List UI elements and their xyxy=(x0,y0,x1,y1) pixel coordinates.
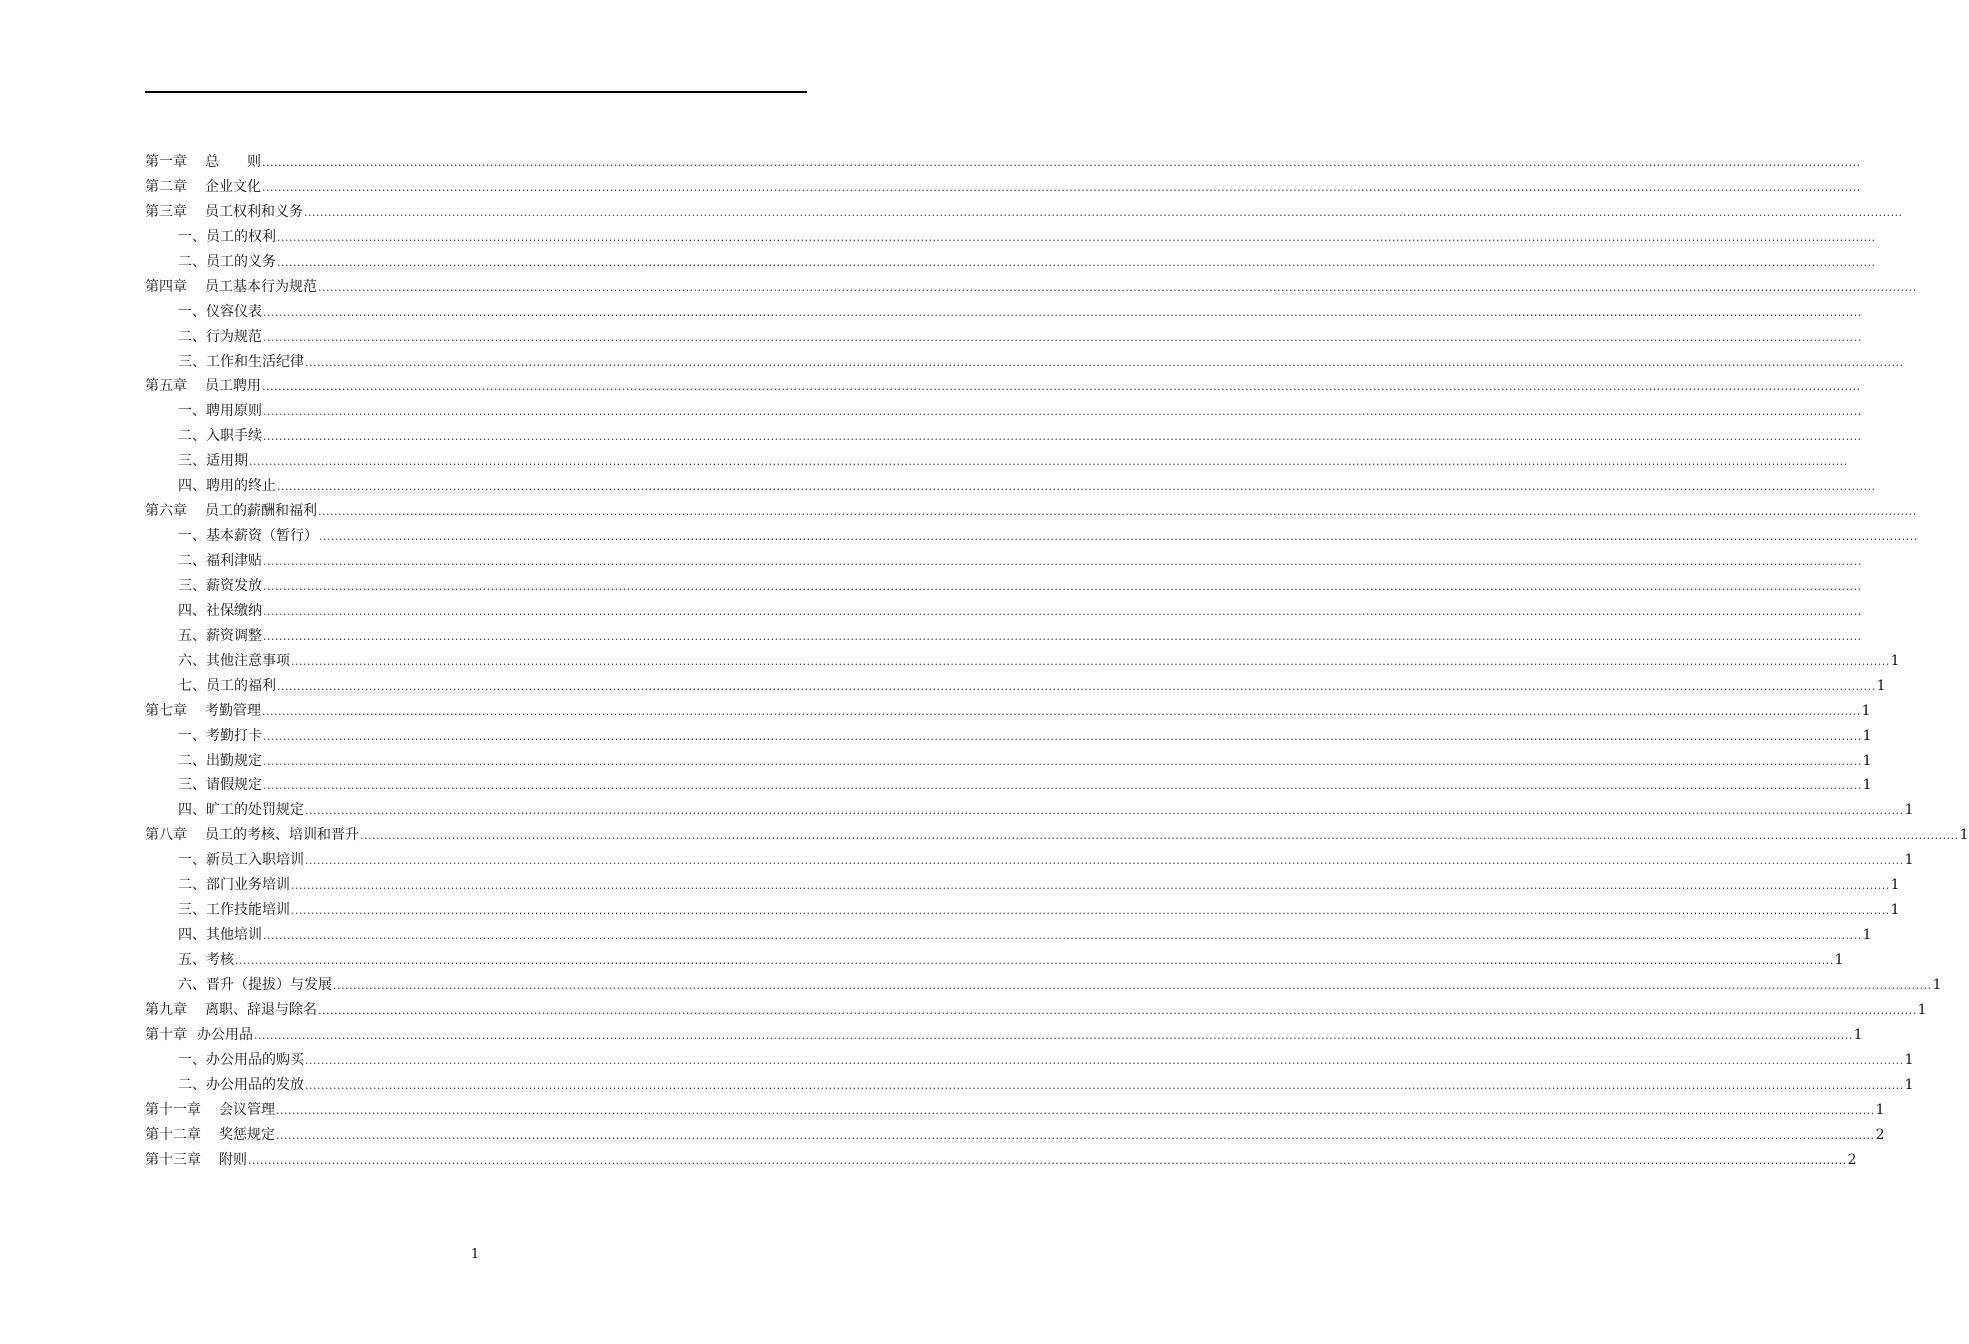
toc-entry-label xyxy=(178,724,262,749)
toc-entry-label xyxy=(178,923,262,948)
toc-dot-leader: ................................................................................................................................................................................................................................................................................................................................................................................................................ xyxy=(235,954,1834,967)
toc-entry-label xyxy=(178,250,276,275)
toc-title: 一、员工的权利 xyxy=(178,228,276,245)
toc-page-number: 1 xyxy=(1890,902,1900,919)
toc-entry[interactable] xyxy=(145,848,1914,873)
toc-dot-leader: ................................................................................................................................................................................................................................................................................................................................................................................................................ xyxy=(254,1028,1853,1042)
toc-title: 四、社保缴纳 xyxy=(178,602,262,619)
toc-entry-label xyxy=(178,873,290,898)
toc-page-number: 1 xyxy=(1904,1076,1914,1093)
toc-entry-label xyxy=(145,998,317,1023)
toc-page-number: 1 xyxy=(1875,1101,1885,1118)
toc-title: 附则 xyxy=(219,1151,247,1168)
toc-entry[interactable] xyxy=(145,773,1872,798)
toc-title: 四、旷工的处罚规定 xyxy=(178,802,304,819)
toc-dot-leader: ................................................................................................................................................................................................................................................................................................................................................................................................................ xyxy=(262,380,1861,394)
toc-entry[interactable] xyxy=(145,150,1861,175)
toc-title: 员工权利和义务 xyxy=(205,203,303,220)
toc-dot-leader: ................................................................................................................................................................................................................................................................................................................................................................................................................ xyxy=(360,829,1959,843)
toc-entry[interactable] xyxy=(145,374,1861,399)
toc-title: 总 则 xyxy=(205,154,261,170)
toc-entry-label xyxy=(178,399,262,424)
toc-entry[interactable] xyxy=(145,948,1844,973)
toc-entry-label xyxy=(178,574,262,599)
page-number: 1 xyxy=(470,1247,480,1262)
toc-entry[interactable] xyxy=(145,1073,1914,1098)
toc-page-number: 1 xyxy=(1862,927,1872,944)
toc-dot-leader: ................................................................................................................................................................................................................................................................................................................................................................................................................ xyxy=(277,230,1876,244)
toc-dot-leader: ................................................................................................................................................................................................................................................................................................................................................................................................................ xyxy=(318,505,1917,519)
toc-entry-label xyxy=(178,225,276,250)
toc-entry-label xyxy=(178,449,248,474)
toc-entry-label xyxy=(178,898,290,923)
toc-title: 六、其他注意事项 xyxy=(178,652,290,669)
toc-page-number: 1 xyxy=(1932,976,1942,993)
toc-entry[interactable] xyxy=(145,175,1861,200)
toc-entry[interactable] xyxy=(145,350,1904,375)
toc-dot-leader: ................................................................................................................................................................................................................................................................................................................................................................................................................ xyxy=(263,729,1862,743)
toc-title: 二、入职手续 xyxy=(178,428,262,445)
toc-entry-label xyxy=(145,200,303,225)
toc-entry[interactable] xyxy=(145,724,1872,749)
toc-entry[interactable] xyxy=(145,300,1862,325)
toc-title: 一、办公用品的购买 xyxy=(178,1051,304,1068)
toc-page-number: 1 xyxy=(1861,702,1871,719)
toc-page-number: 1 xyxy=(1862,752,1872,769)
toc-entry[interactable] xyxy=(145,998,1927,1023)
toc-entry[interactable] xyxy=(145,449,1848,474)
toc-dot-leader: ................................................................................................................................................................................................................................................................................................................................................................................................................ xyxy=(291,904,1890,918)
toc-dot-leader: ................................................................................................................................................................................................................................................................................................................................................................................................................ xyxy=(305,854,1904,868)
toc-dot-leader: ................................................................................................................................................................................................................................................................................................................................................................................................................ xyxy=(333,978,1932,992)
toc-chapter-number: 第十一章 xyxy=(145,1101,201,1118)
toc-entry-label xyxy=(178,749,262,774)
toc-dot-leader: ................................................................................................................................................................................................................................................................................................................................................................................................................ xyxy=(305,804,1904,818)
toc-page-number: 1 xyxy=(1876,677,1886,694)
toc-dot-leader: ................................................................................................................................................................................................................................................................................................................................................................................................................ xyxy=(263,629,1862,643)
toc-entry-label xyxy=(178,325,262,350)
toc-title: 三、请假规定 xyxy=(178,777,262,794)
toc-dot-leader: ................................................................................................................................................................................................................................................................................................................................................................................................................ xyxy=(262,704,1861,718)
toc-entry[interactable] xyxy=(145,1123,1885,1148)
toc-entry-label xyxy=(178,1073,304,1098)
toc-title: 六、晋升（提拔）与发展 xyxy=(178,976,332,993)
toc-dot-leader: ................................................................................................................................................................................................................................................................................................................................................................................................................ xyxy=(262,156,1861,169)
toc-entry[interactable] xyxy=(145,1098,1885,1123)
toc-page-number: 1 xyxy=(1890,877,1900,894)
toc-title: 二、办公用品的发放 xyxy=(178,1076,304,1093)
toc-entry[interactable] xyxy=(145,873,1900,898)
toc-dot-leader: ................................................................................................................................................................................................................................................................................................................................................................................................................ xyxy=(305,1078,1904,1092)
toc-entry-label xyxy=(178,649,290,674)
toc-entry[interactable] xyxy=(145,1023,1863,1048)
toc-page-number: 1 xyxy=(1917,1001,1927,1018)
toc-title: 会议管理 xyxy=(219,1101,275,1118)
toc-dot-leader: ................................................................................................................................................................................................................................................................................................................................................................................................................ xyxy=(276,1103,1875,1117)
toc-title: 员工聘用 xyxy=(205,378,261,395)
toc-dot-leader: ................................................................................................................................................................................................................................................................................................................................................................................................................ xyxy=(263,330,1862,344)
toc-chapter-number: 第十三章 xyxy=(145,1151,201,1168)
toc-title: 员工的考核、培训和晋升 xyxy=(205,827,359,844)
toc-dot-leader: ................................................................................................................................................................................................................................................................................................................................................................................................................ xyxy=(304,205,1903,219)
toc-entry-label xyxy=(145,1148,247,1173)
toc-title: 一、聘用原则 xyxy=(178,403,262,420)
toc-title: 三、适用期 xyxy=(178,453,248,470)
toc-page-number: 1 xyxy=(1853,1026,1863,1043)
toc-title: 五、薪资调整 xyxy=(178,627,262,644)
toc-entry-label xyxy=(178,624,262,649)
toc-entry-label xyxy=(178,599,262,624)
toc-page-number: 1 xyxy=(1959,827,1969,844)
toc-entry[interactable] xyxy=(145,624,1862,649)
toc-title: 五、考核 xyxy=(178,952,234,968)
table-of-contents xyxy=(145,150,1969,1172)
toc-chapter-number: 第七章 xyxy=(145,702,187,719)
toc-chapter-number: 第十章 xyxy=(145,1026,187,1043)
toc-page-number: 1 xyxy=(1890,652,1900,669)
toc-chapter-number: 第八章 xyxy=(145,827,187,844)
toc-dot-leader: ................................................................................................................................................................................................................................................................................................................................................................................................................ xyxy=(291,879,1890,893)
toc-entry[interactable] xyxy=(145,499,1917,524)
toc-entry[interactable] xyxy=(145,275,1917,300)
toc-entry-label xyxy=(178,300,262,325)
toc-title: 四、其他培训 xyxy=(178,927,262,944)
toc-entry[interactable] xyxy=(145,674,1886,699)
toc-title: 二、行为规范 xyxy=(178,328,262,345)
toc-dot-leader: ................................................................................................................................................................................................................................................................................................................................................................................................................ xyxy=(263,430,1862,444)
toc-title: 二、部门业务培训 xyxy=(178,877,290,894)
toc-title: 员工基本行为规范 xyxy=(205,278,317,295)
toc-entry[interactable] xyxy=(145,524,1918,549)
toc-title: 七、员工的福利 xyxy=(178,677,276,694)
toc-entry[interactable] xyxy=(145,200,1903,225)
toc-entry-label xyxy=(145,374,261,399)
toc-dot-leader: ................................................................................................................................................................................................................................................................................................................................................................................................................ xyxy=(277,255,1876,269)
toc-entry-label xyxy=(178,798,304,823)
toc-title: 二、员工的义务 xyxy=(178,253,276,270)
toc-page-number: 1 xyxy=(1834,952,1844,968)
toc-dot-leader: ................................................................................................................................................................................................................................................................................................................................................................................................................ xyxy=(305,355,1904,369)
toc-dot-leader: ................................................................................................................................................................................................................................................................................................................................................................................................................ xyxy=(248,1153,1847,1167)
toc-entry-label xyxy=(178,474,276,499)
toc-chapter-number: 第六章 xyxy=(145,503,187,520)
toc-dot-leader: ................................................................................................................................................................................................................................................................................................................................................................................................................ xyxy=(276,1128,1875,1142)
toc-dot-leader: ................................................................................................................................................................................................................................................................................................................................................................................................................ xyxy=(305,1053,1904,1067)
toc-chapter-number: 第一章 xyxy=(145,154,187,170)
toc-entry[interactable] xyxy=(145,898,1900,923)
toc-entry[interactable] xyxy=(145,549,1862,574)
toc-entry[interactable] xyxy=(145,225,1876,250)
toc-dot-leader: ................................................................................................................................................................................................................................................................................................................................................................................................................ xyxy=(263,555,1862,568)
toc-entry-label xyxy=(145,150,261,175)
toc-entry-label xyxy=(178,424,262,449)
toc-page-number: 2 xyxy=(1847,1151,1857,1168)
toc-entry[interactable] xyxy=(145,250,1876,275)
toc-title: 三、薪资发放 xyxy=(178,577,262,594)
toc-dot-leader: ................................................................................................................................................................................................................................................................................................................................................................................................................ xyxy=(249,455,1848,469)
toc-dot-leader: ................................................................................................................................................................................................................................................................................................................................................................................................................ xyxy=(319,530,1918,544)
toc-page-number: 1 xyxy=(1862,727,1872,744)
toc-entry-label xyxy=(178,350,304,375)
toc-chapter-number: 第三章 xyxy=(145,203,187,220)
toc-entry-label xyxy=(178,973,332,998)
toc-page-number: 1 xyxy=(1904,852,1914,869)
toc-entry-label xyxy=(145,1123,275,1148)
toc-entry-label xyxy=(145,1023,253,1048)
toc-entry-label xyxy=(178,549,262,574)
toc-entry[interactable] xyxy=(145,649,1900,674)
toc-entry[interactable] xyxy=(145,1048,1914,1073)
toc-dot-leader: ................................................................................................................................................................................................................................................................................................................................................................................................................ xyxy=(263,754,1862,768)
toc-title: 办公用品 xyxy=(197,1026,253,1043)
toc-dot-leader: ................................................................................................................................................................................................................................................................................................................................................................................................................ xyxy=(263,604,1862,618)
toc-chapter-number: 第二章 xyxy=(145,178,187,195)
toc-entry[interactable] xyxy=(145,699,1871,724)
toc-entry[interactable] xyxy=(145,399,1862,424)
toc-dot-leader: ................................................................................................................................................................................................................................................................................................................................................................................................................ xyxy=(277,480,1876,494)
toc-entry-label xyxy=(145,699,261,724)
toc-entry[interactable] xyxy=(145,923,1872,948)
toc-entry-label xyxy=(178,948,234,973)
toc-entry-label xyxy=(145,823,359,848)
toc-entry-label xyxy=(145,175,261,200)
toc-chapter-number: 第十二章 xyxy=(145,1126,201,1143)
toc-entry-label xyxy=(145,275,317,300)
toc-entry-label xyxy=(178,1048,304,1073)
toc-page-number: 2 xyxy=(1875,1126,1885,1143)
toc-dot-leader: ................................................................................................................................................................................................................................................................................................................................................................................................................ xyxy=(318,1003,1917,1017)
toc-entry-label xyxy=(178,674,276,699)
toc-entry[interactable] xyxy=(145,823,1969,848)
toc-dot-leader: ................................................................................................................................................................................................................................................................................................................................................................................................................ xyxy=(277,679,1876,693)
toc-entry-label xyxy=(145,1098,275,1123)
toc-chapter-number: 第五章 xyxy=(145,378,187,395)
toc-title: 一、考勤打卡 xyxy=(178,727,262,744)
toc-title: 奖惩规定 xyxy=(219,1126,275,1143)
toc-title: 一、新员工入职培训 xyxy=(178,852,304,869)
toc-title: 一、基本薪资（暂行） xyxy=(178,528,318,545)
toc-title: 三、工作技能培训 xyxy=(178,902,290,919)
toc-page-number: 1 xyxy=(1862,777,1872,794)
toc-chapter-number: 第四章 xyxy=(145,278,187,295)
toc-title: 企业文化 xyxy=(205,178,261,195)
toc-title: 一、仪容仪表 xyxy=(178,303,262,320)
toc-entry[interactable] xyxy=(145,973,1942,998)
toc-dot-leader: ................................................................................................................................................................................................................................................................................................................................................................................................................ xyxy=(262,180,1861,194)
toc-entry-label xyxy=(178,524,318,549)
toc-title: 三、工作和生活纪律 xyxy=(178,353,304,370)
toc-entry[interactable] xyxy=(145,474,1876,499)
toc-entry[interactable] xyxy=(145,749,1872,774)
toc-title: 四、聘用的终止 xyxy=(178,478,276,495)
toc-chapter-number: 第九章 xyxy=(145,1001,187,1018)
toc-dot-leader: ................................................................................................................................................................................................................................................................................................................................................................................................................ xyxy=(291,654,1890,668)
toc-dot-leader: ................................................................................................................................................................................................................................................................................................................................................................................................................ xyxy=(263,405,1862,419)
toc-entry-label xyxy=(145,499,317,524)
toc-entry[interactable] xyxy=(145,424,1862,449)
toc-title: 二、出勤规定 xyxy=(178,752,262,769)
toc-entry-label xyxy=(178,848,304,873)
toc-title: 考勤管理 xyxy=(205,702,261,719)
toc-entry[interactable] xyxy=(145,599,1862,624)
toc-title: 员工的薪酬和福利 xyxy=(205,503,317,520)
toc-dot-leader: ................................................................................................................................................................................................................................................................................................................................................................................................................ xyxy=(263,929,1862,943)
toc-page-number: 1 xyxy=(1904,1051,1914,1068)
toc-dot-leader: ................................................................................................................................................................................................................................................................................................................................................................................................................ xyxy=(263,305,1862,319)
toc-dot-leader: ................................................................................................................................................................................................................................................................................................................................................................................................................ xyxy=(318,280,1917,294)
toc-title: 二、福利津贴 xyxy=(178,553,262,569)
header-rule xyxy=(145,91,807,93)
toc-title: 离职、辞退与除名 xyxy=(205,1001,317,1018)
toc-entry[interactable] xyxy=(145,798,1914,823)
toc-page-number: 1 xyxy=(1904,802,1914,819)
toc-entry[interactable] xyxy=(145,325,1862,350)
toc-entry-label xyxy=(178,773,262,798)
toc-dot-leader: ................................................................................................................................................................................................................................................................................................................................................................................................................ xyxy=(263,579,1862,593)
toc-entry[interactable] xyxy=(145,574,1862,599)
toc-dot-leader: ................................................................................................................................................................................................................................................................................................................................................................................................................ xyxy=(263,779,1862,793)
toc-entry[interactable] xyxy=(145,1148,1857,1173)
